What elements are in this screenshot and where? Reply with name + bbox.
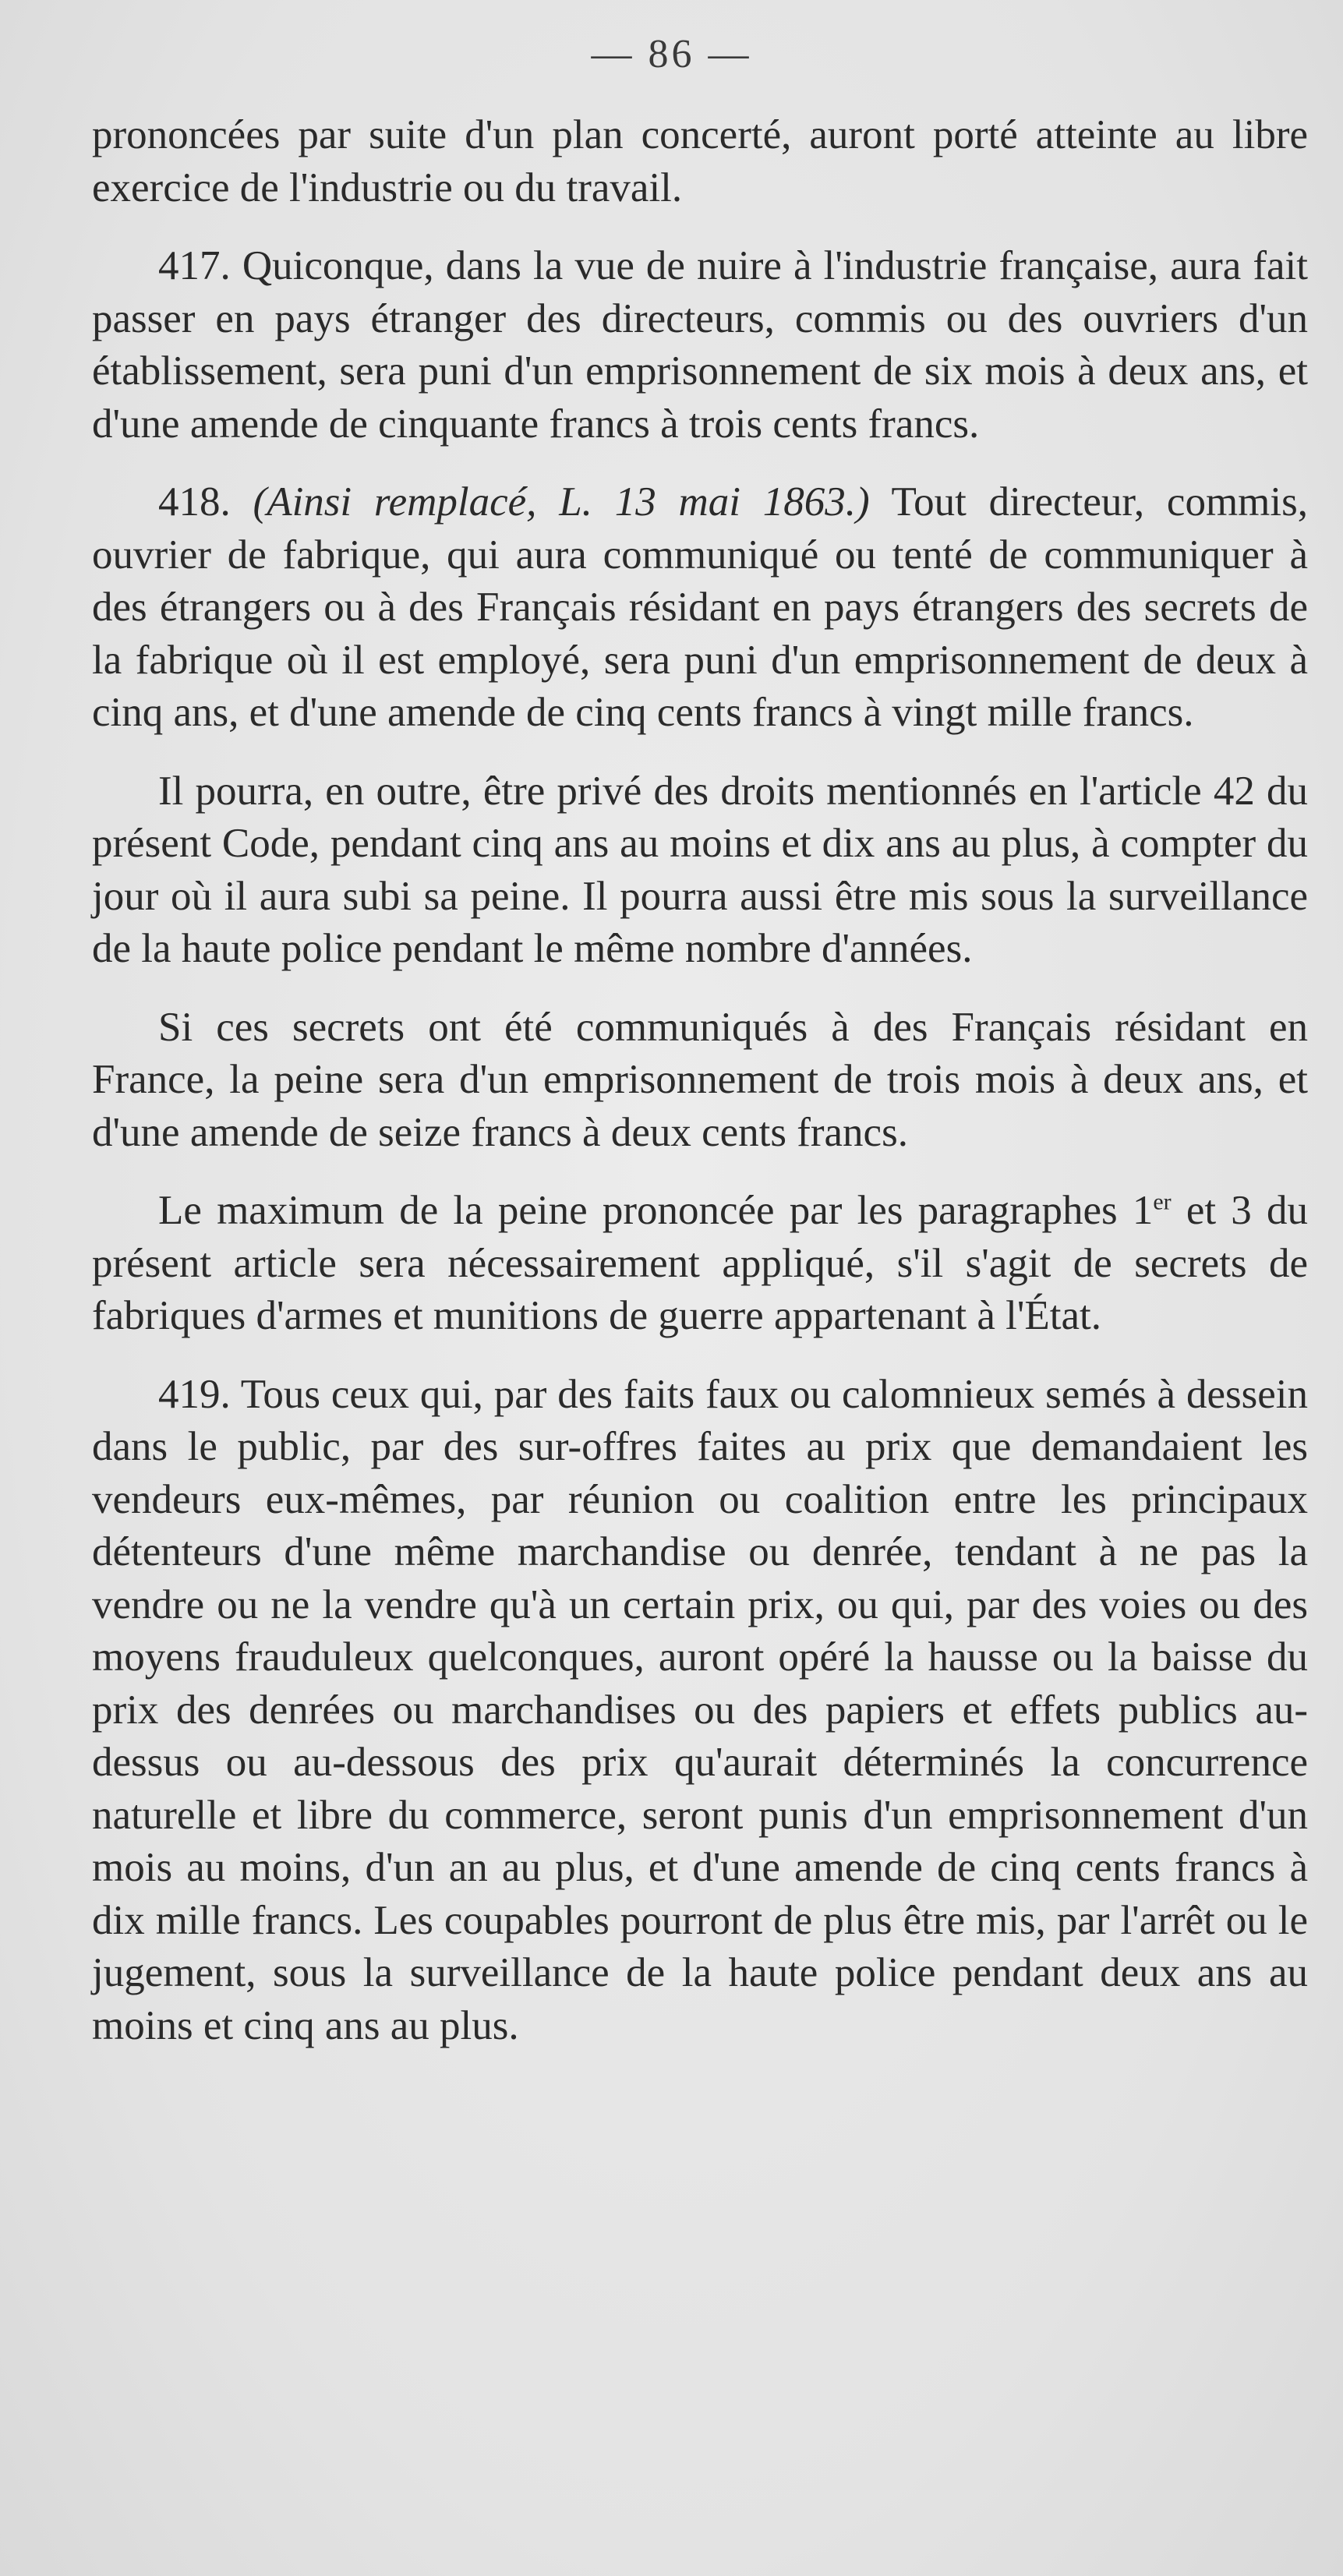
article-418-text: Tout directeur, commis, ouvrier de fabrique, qui aura communiqué ou tenté de communiquer à des étrangers ou à des Français résidant en pays étrangers des secrets de la fabrique où il est employé, sera puni d'un emprisonnement de deux à cinq ans, et d'une amende de cinq cents francs à vingt mille francs.: [92, 479, 1308, 735]
paragraph-continuation: prononcées par suite d'un plan concerté, auront porté atteinte au libre exercice de l'industrie ou du travail.: [92, 112, 1308, 210]
article-418-paragraph-4: [92, 1185, 1308, 1343]
ordinal-superscript: er: [1153, 1189, 1172, 1215]
article-418-amendment-note: (Ainsi remplacé, L. 13 mai 1863.): [253, 479, 870, 525]
article-417: 417. Quiconque, dans la vue de nuire à l'industrie française, aura fait passer en pays étranger des directeurs, commis ou des ouvriers d'un établissement, sera puni d'un emprisonnement de six mois à deux ans, et d'une amende de cinquante francs à trois cents francs.: [92, 243, 1308, 447]
page-body: [92, 109, 1308, 2052]
article-418: [92, 476, 1308, 740]
article-419: 419. Tous ceux qui, par des faits faux ou calomnieux semés à dessein dans le public, par des sur-offres faites au prix que demandaient les vendeurs eux-mêmes, par réunion ou coalition entre les principaux détenteurs d'une même marchandise ou denrée, tendant à ne pas la vendre ou ne la vendre qu'à un certain prix, ou qui, par des voies ou des moyens frauduleux quelconques, auront opéré la hausse ou la baisse du prix des denrées ou marchandises ou des papiers et effets publics au-dessus ou au-dessous des prix qu'aurait déterminés la concurrence naturelle et libre du commerce, seront punis d'un emprisonnement d'un mois au moins, d'un an au plus, et d'une amende de cinq cents francs à dix mille francs. Les coupables pourront de plus être mis, par l'arrêt ou le jugement, sous la surveillance de la haute police pendant deux ans au moins et cinq ans au plus.: [92, 1371, 1308, 2048]
page-number-header: — 86 —: [591, 32, 752, 76]
paragraph-4-text-before: Le maximum de la peine prononcée par les paragraphes 1: [158, 1188, 1154, 1233]
article-418-paragraph-2: Il pourra, en outre, être privé des droits mentionnés en l'article 42 du présent Code, pendant cinq ans au moins et dix ans au plus, à compter du jour où il aura subi sa peine. Il pourra aussi être mis sous la surveillance de la haute police pendant le même nombre d'années.: [92, 768, 1308, 971]
paragraph-4-text-after: et 3 du présent article sera nécessairement appliqué, s'il s'agit de secrets de fabriques d'armes et munitions de guerre appartenant à l'État.: [92, 1188, 1308, 1338]
article-418-number: 418.: [158, 479, 231, 525]
article-418-paragraph-3: Si ces secrets ont été communiqués à des Français résidant en France, la peine sera d'un emprisonnement de trois mois à deux ans, et d'une amende de seize francs à deux cents francs.: [92, 1004, 1308, 1155]
